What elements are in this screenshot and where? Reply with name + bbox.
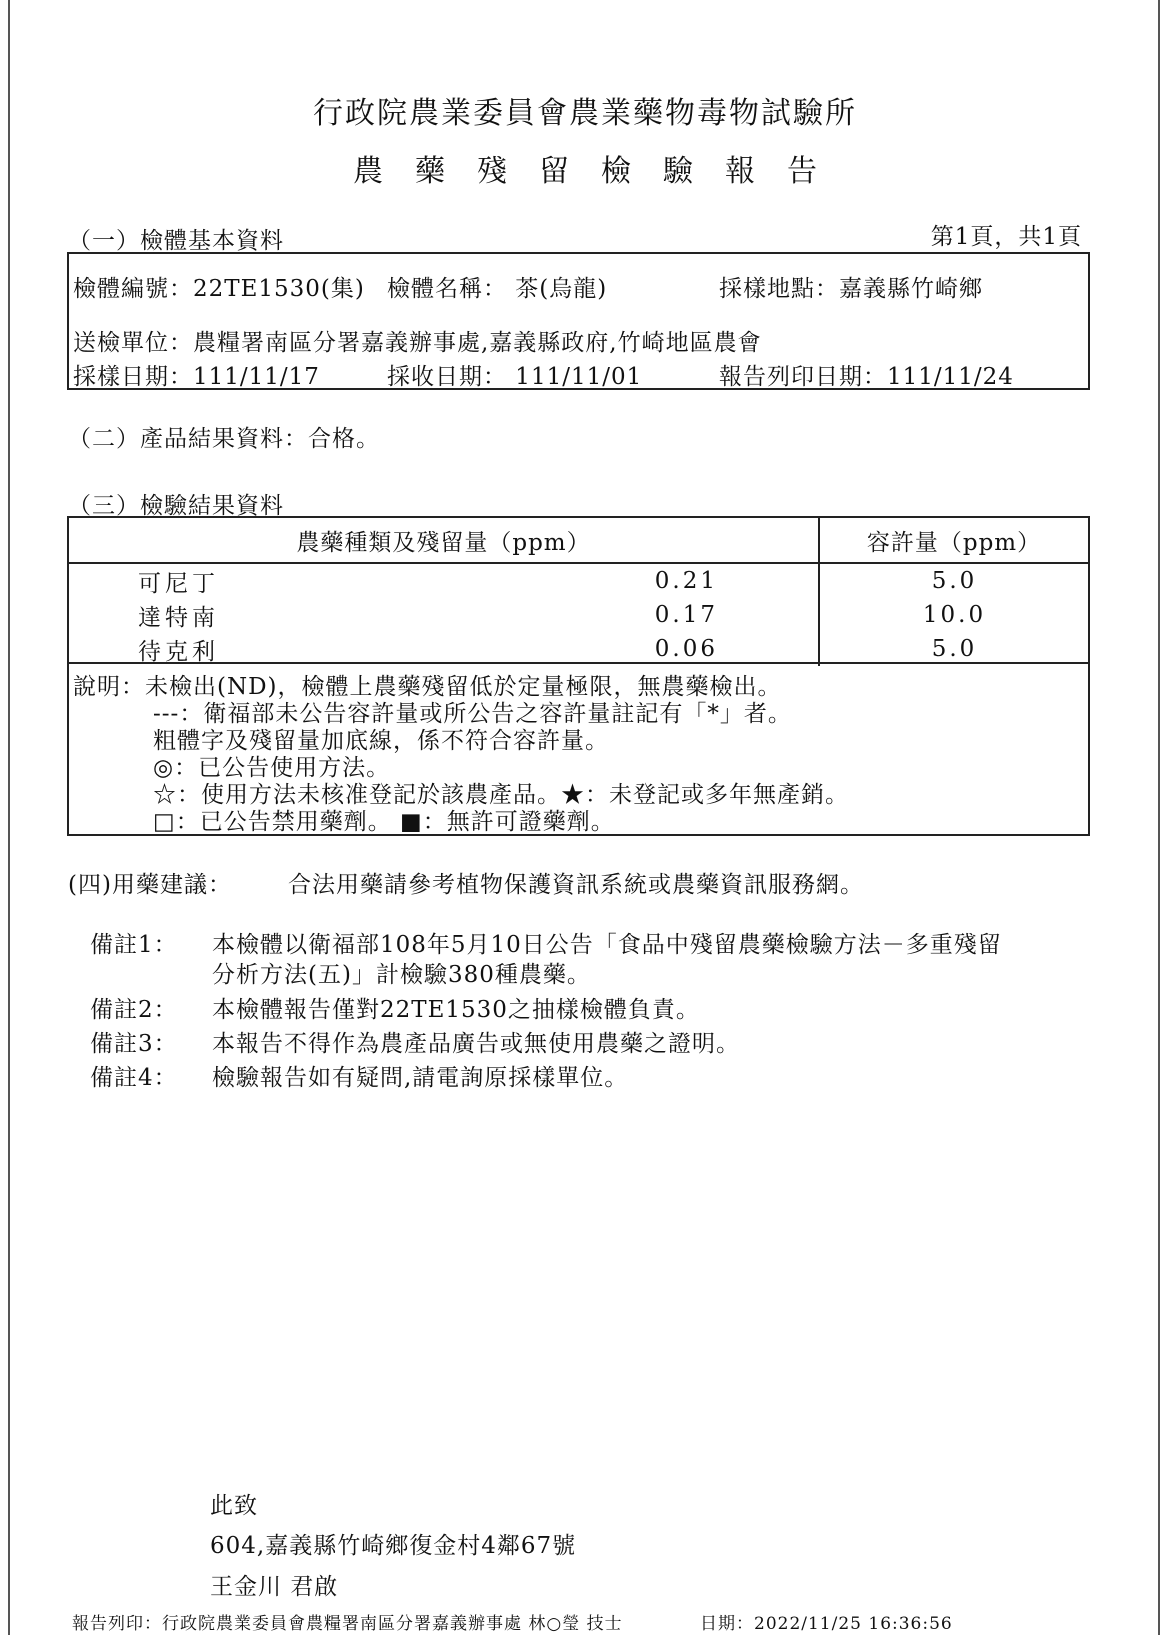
advice-text: 合法用藥請參考植物保護資訊系統或農藥資訊服務網。	[288, 872, 864, 898]
sampling-location: 採樣地點：嘉義縣竹崎鄉	[719, 276, 983, 302]
note-line: ☆：使用方法未核准登記於該農產品。★：未登記或多年無產銷。	[153, 782, 849, 808]
tolerance-value: 10.0	[819, 598, 1089, 632]
residue-value: 0.21	[654, 568, 718, 594]
sample-info-box	[67, 252, 1090, 390]
advice-label: (四)用藥建議：	[68, 872, 232, 898]
submitting-unit: 送檢單位：農糧署南區分署嘉義辦事處,嘉義縣政府,竹崎地區農會	[73, 330, 762, 356]
pesticide-name: 待克利	[138, 638, 219, 665]
note-line: ---：衛福部未公告容許量或所公告之容許量註記有「*」者。	[153, 701, 792, 727]
residue-value: 0.06	[654, 636, 718, 662]
recipient-name: 王金川 君啟	[210, 1574, 339, 1600]
remark-text: 本檢體報告僅對22TE1530之抽樣檢體負責。	[212, 997, 700, 1023]
remark-text: 分析方法(五)」計檢驗380種農藥。	[212, 962, 591, 988]
table-row	[68, 632, 1089, 666]
tolerance-value: 5.0	[819, 563, 1089, 598]
remark-label: 備註2：	[90, 997, 178, 1023]
remark-label: 備註1：	[90, 932, 178, 958]
harvest-date: 採收日期： 111/11/01	[387, 364, 643, 390]
page-info: 第1頁，共1頁	[930, 224, 1082, 250]
remark-label: 備註4：	[90, 1065, 178, 1091]
sampling-date: 採樣日期：111/11/17	[73, 364, 320, 390]
remark-text: 本報告不得作為農產品廣告或無使用農藥之證明。	[212, 1031, 740, 1057]
section1-heading: （一）檢體基本資料	[68, 228, 284, 254]
footer-printed-by: 報告列印：行政院農業委員會農糧署南區分署嘉義辦事處 林○瑩 技士	[72, 1614, 623, 1634]
results-table	[67, 516, 1090, 666]
table-row	[68, 598, 1089, 632]
pesticide-name: 可尼丁	[138, 570, 219, 597]
legend-box	[67, 664, 1090, 836]
note-line: □：已公告禁用藥劑。 ■：無許可證藥劑。	[153, 809, 615, 835]
note-line: ◎：已公告使用方法。	[153, 755, 391, 781]
report-title: 農藥殘留檢驗報告	[353, 154, 849, 189]
col-header-residue: 農藥種類及殘留量（ppm）	[68, 517, 819, 563]
note-line: 說明：未檢出(ND)，檢體上農藥殘留低於定量極限，無農藥檢出。	[73, 674, 782, 700]
remark-text: 本檢體以衛福部108年5月10日公告「食品中殘留農藥檢驗方法－多重殘留	[212, 932, 1002, 958]
remark-label: 備註3：	[90, 1031, 178, 1057]
product-result: （二）產品結果資料：合格。	[68, 426, 380, 452]
salutation: 此致	[210, 1493, 258, 1519]
report-print-date: 報告列印日期：111/11/24	[719, 364, 1014, 390]
table-row	[68, 563, 1089, 598]
remark-text: 檢驗報告如有疑問,請電詢原採樣單位。	[212, 1065, 629, 1091]
footer-print-datetime: 日期：2022/11/25 16:36:56	[700, 1614, 953, 1634]
note-line: 粗體字及殘留量加底線，係不符合容許量。	[153, 728, 609, 754]
sample-number: 檢體編號：22TE1530(集)	[73, 276, 365, 302]
recipient-address: 604,嘉義縣竹崎鄉復金村4鄰67號	[210, 1533, 577, 1559]
institute-title: 行政院農業委員會農業藥物毒物試驗所	[313, 96, 857, 131]
col-header-tolerance: 容許量（ppm）	[819, 517, 1089, 563]
tolerance-value: 5.0	[819, 632, 1089, 666]
pesticide-name: 達特南	[138, 604, 219, 631]
residue-value: 0.17	[654, 602, 718, 628]
sample-name: 檢體名稱： 茶(烏龍)	[387, 276, 608, 302]
section3-heading: （三）檢驗結果資料	[68, 493, 284, 519]
